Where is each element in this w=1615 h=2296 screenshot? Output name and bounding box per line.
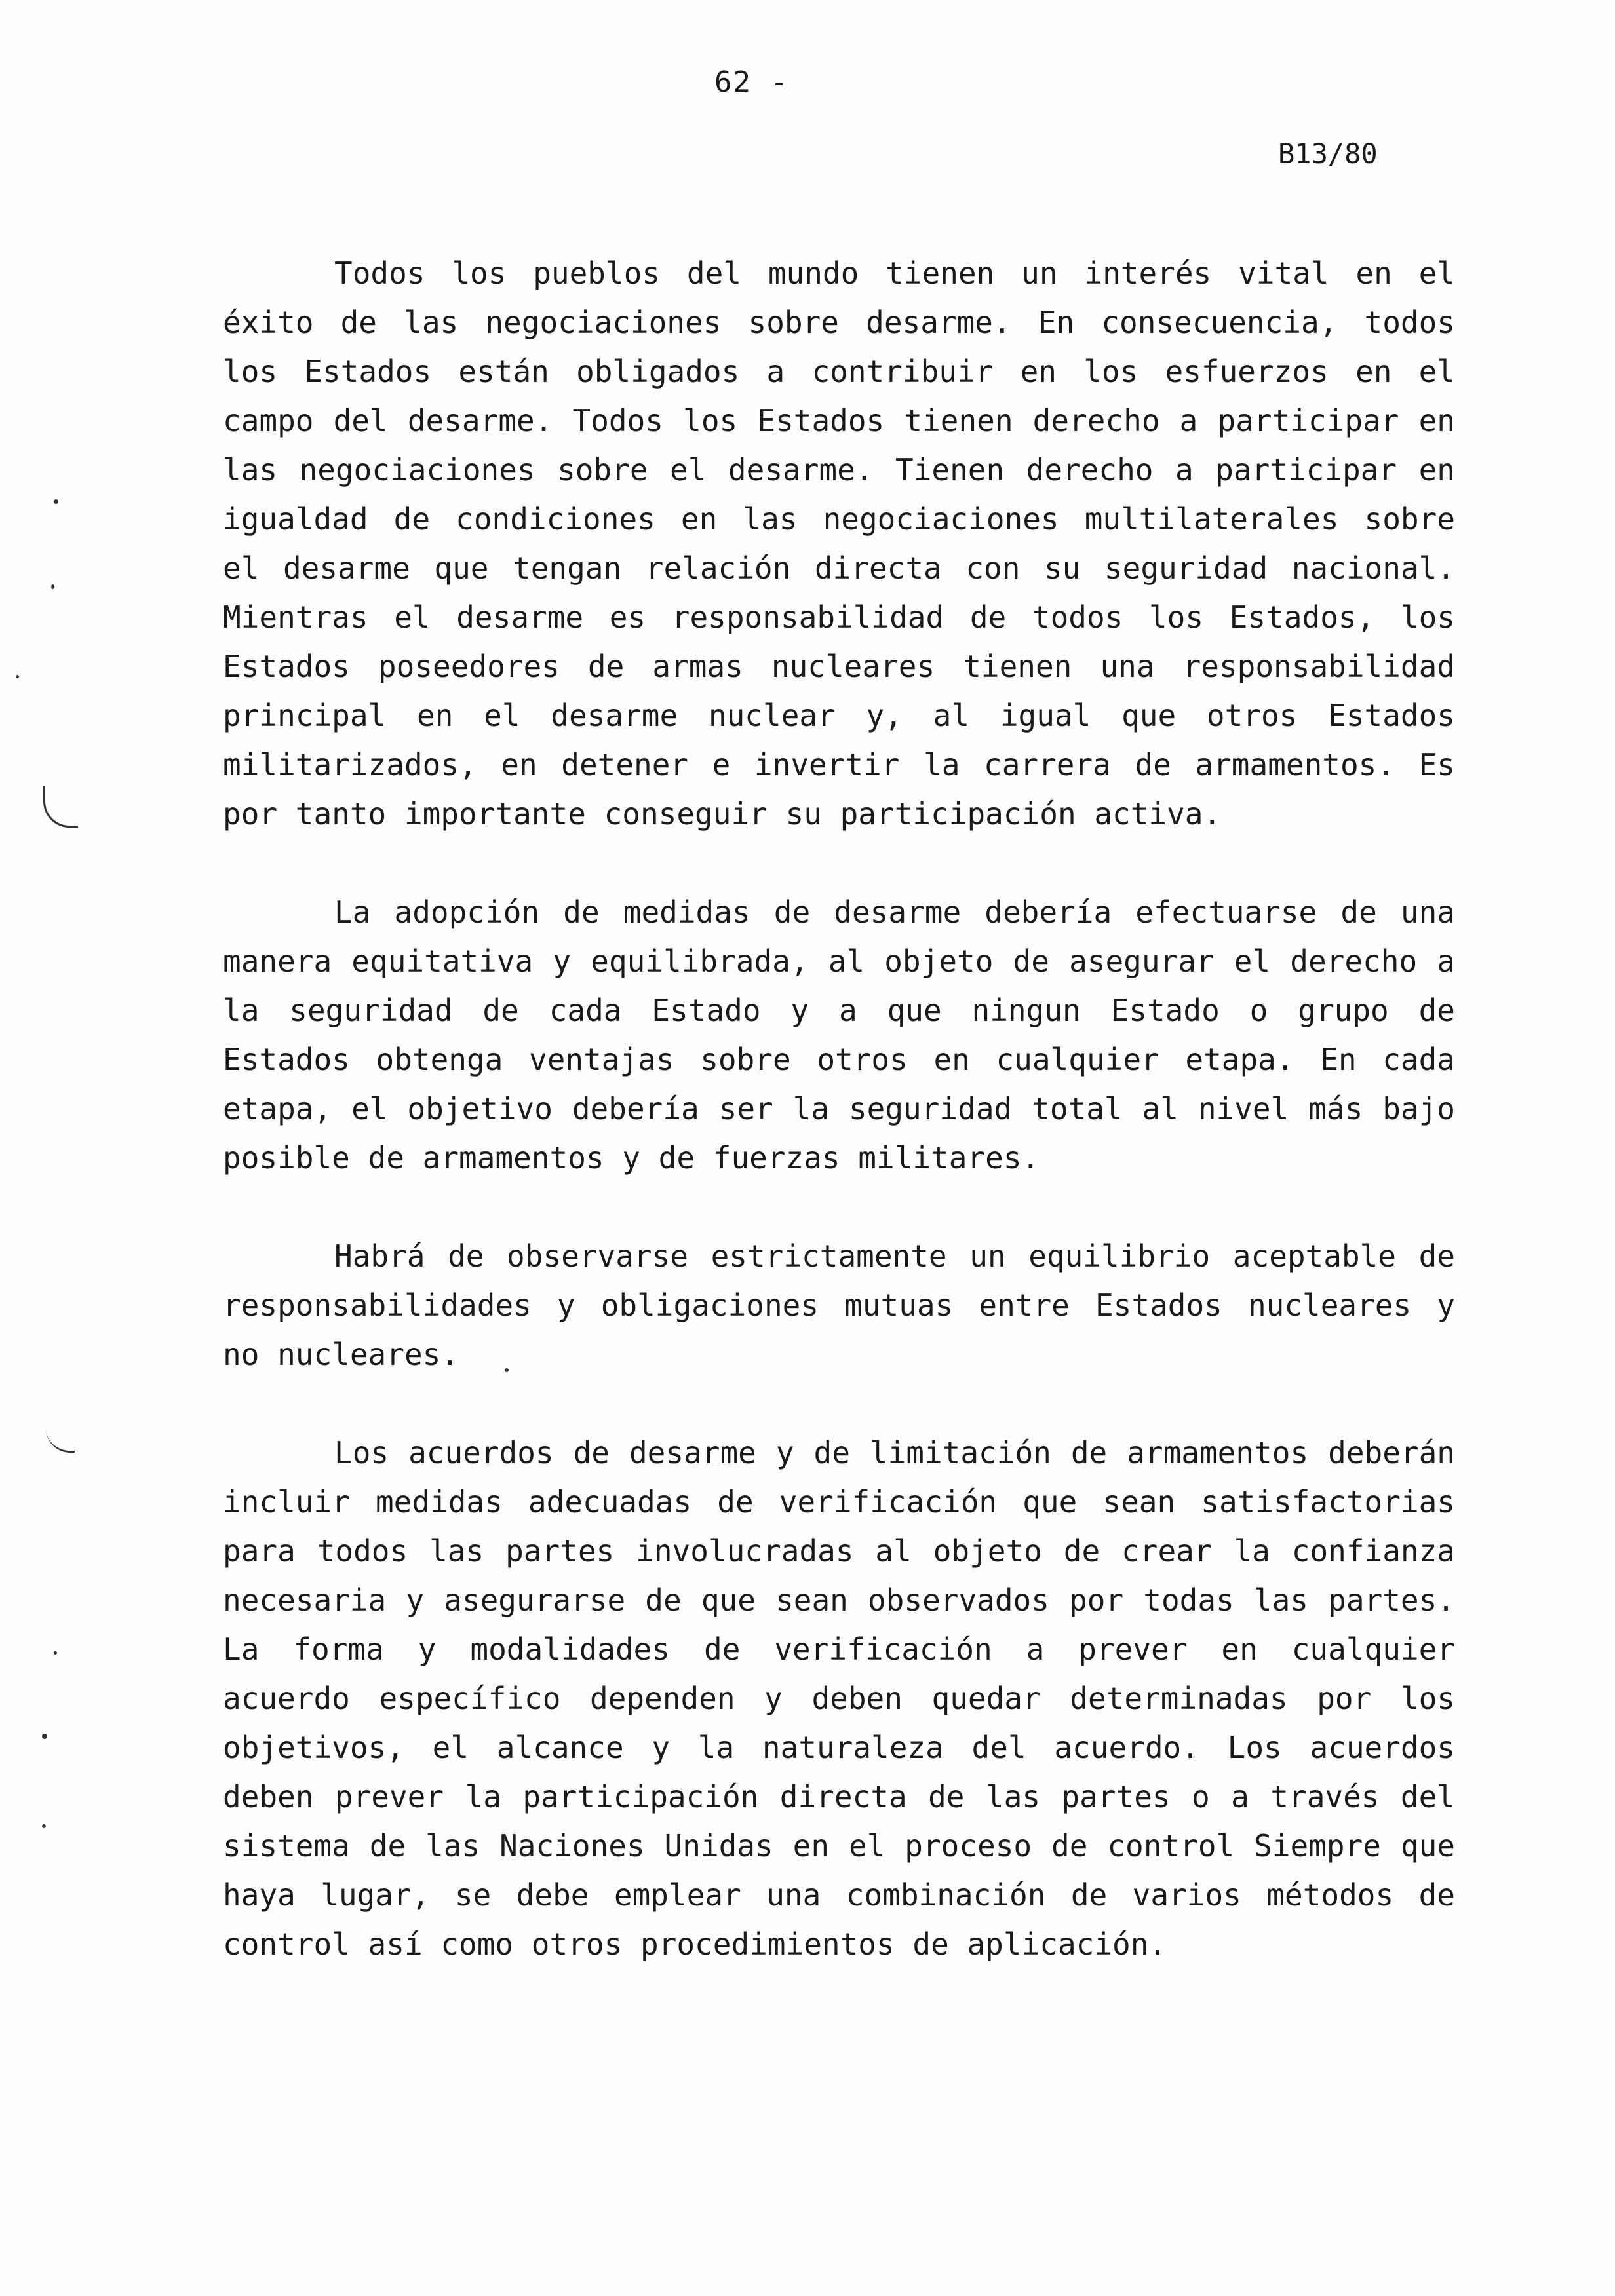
margin-dot [54, 1651, 57, 1655]
margin-dot [51, 584, 54, 589]
margin-dot [16, 675, 19, 678]
margin-bracket-mark [43, 786, 78, 828]
body-text [223, 249, 1455, 1969]
margin-bracket-mark [46, 1428, 75, 1453]
margin-dot [42, 1824, 46, 1828]
document-reference: B13/80 [1278, 138, 1378, 170]
margin-dot [42, 1734, 47, 1739]
page-number: 62 - [714, 66, 789, 99]
paragraph: Los acuerdos de desarme y de limitación de armamentos deberán incluir medidas adecuadas de verificación que sean satisfactorias para todos las partes involucradas al objeto de crear la confianza necesaria y asegurarse de que sean observados por todas las partes. La forma y modalidades de verificación a prever en cualquier acuerdo específico dependen y deben quedar determinadas por los objetivos, el alcance y la naturaleza del acuerdo. Los acuerdos deben prever la participación directa de las partes o a través del sistema de las Naciones Unidas en el proceso de control Siempre que haya lugar, se debe emplear una combinación de varios métodos de control así como otros procedimientos de aplicación. [223, 1435, 1455, 1962]
paragraph: Todos los pueblos del mundo tienen un interés vital en el éxito de las negociaciones sobre desarme. En consecuencia, todos los Estados están obligados a contribuir en los esfuerzos en el campo del desarme. Todos los Estados tienen derecho a participar en las negociaciones sobre el desarme. Tienen derecho a participar en igualdad de condiciones en las negociaciones multilaterales sobre el desarme que tengan relación directa con su seguridad nacional. Mientras el desarme es responsabilidad de todos los Estados, los Estados poseedores de armas nucleares tienen una responsabilidad principal en el desarme nuclear y, al igual que otros Estados militarizados, en detener e invertir la carrera de armamentos. Es por tanto importante conseguir su participación activa. [223, 256, 1455, 832]
margin-dot [505, 1368, 509, 1372]
paragraph: La adopción de medidas de desarme debería efectuarse de una manera equitativa y equilibrada, al objeto de asegurar el derecho a la seguridad de cada Estado y a que ningun Estado o grupo de Estados obtenga ventajas sobre otros en cualquier etapa. En cada etapa, el objetivo debería ser la seguridad total al nivel más bajo posible de armamentos y de fuerzas militares. [223, 894, 1455, 1176]
paragraph: Habrá de observarse estrictamente un equilibrio aceptable de responsabilidades y obligaciones mutuas entre Estados nucleares y no nucleares. [223, 1238, 1455, 1372]
margin-dot [54, 499, 58, 504]
